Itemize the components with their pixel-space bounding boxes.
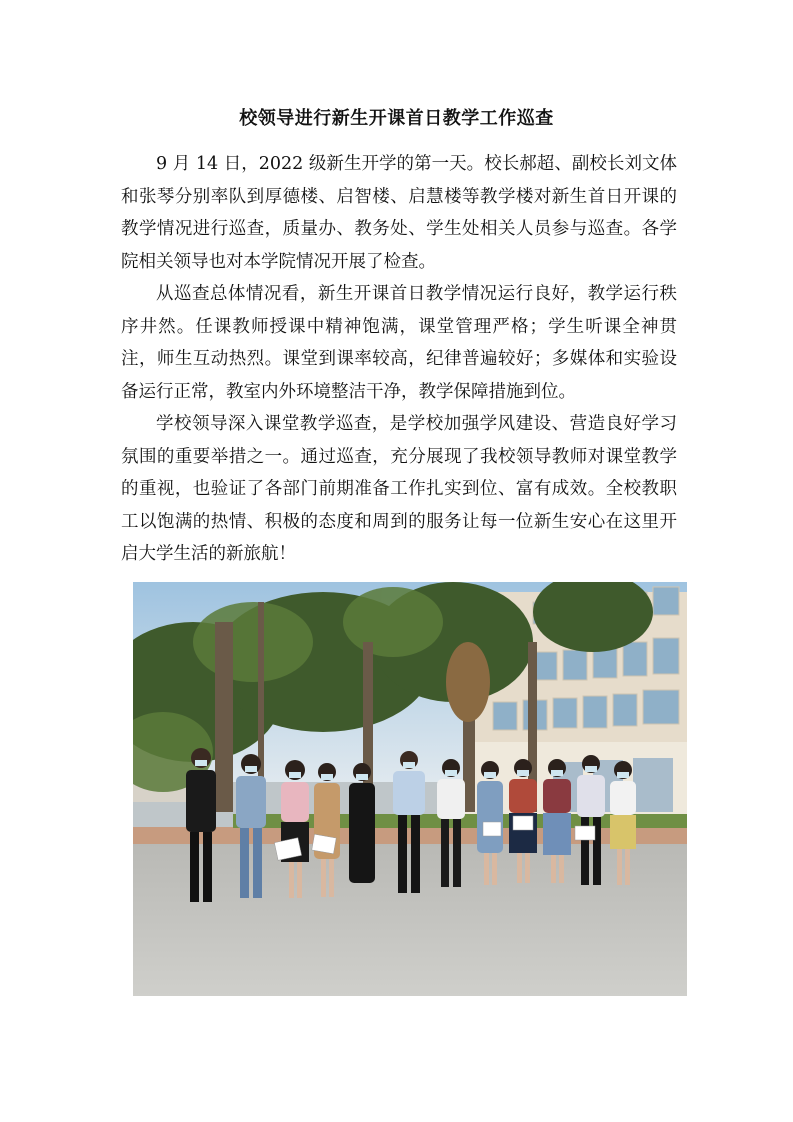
article-body [121,148,677,571]
group-photo [133,582,687,996]
paragraph-1: 9 月 14 日，2022 级新生开学的第一天。校长郝超、副校长刘文体和张琴分别率队到厚德楼、启智楼、启慧楼等教学楼对新生首日开课的教学情况进行巡查，质量办、教务处、学生处相关人员参与巡查。各学院相关领导也对本学院情况开展了检查。 [121,154,677,272]
paragraph-3: 学校领导深入课堂教学巡查，是学校加强学风建设、营造良好学习氛围的重要举措之一。通过巡查，充分展现了我校领导教师对课堂教学的重视，也验证了各部门前期准备工作扎实到位、富有成效。全校教职工以饱满的热情、积极的态度和周到的服务让每一位新生安心在这里开启大学生活的新旅航！ [121,414,677,564]
page-title: 校领导进行新生开课首日教学工作巡查 [239,108,554,129]
paragraph-2: 从巡查总体情况看，新生开课首日教学情况运行良好，教学运行秩序井然。任课教师授课中精神饱满，课堂管理严格；学生听课全神贯注，师生互动热烈。课堂到课率较高，纪律普遍较好；多媒体和实验设备运行正常，教室内外环境整洁干净，教学保障措施到位。 [121,284,677,402]
